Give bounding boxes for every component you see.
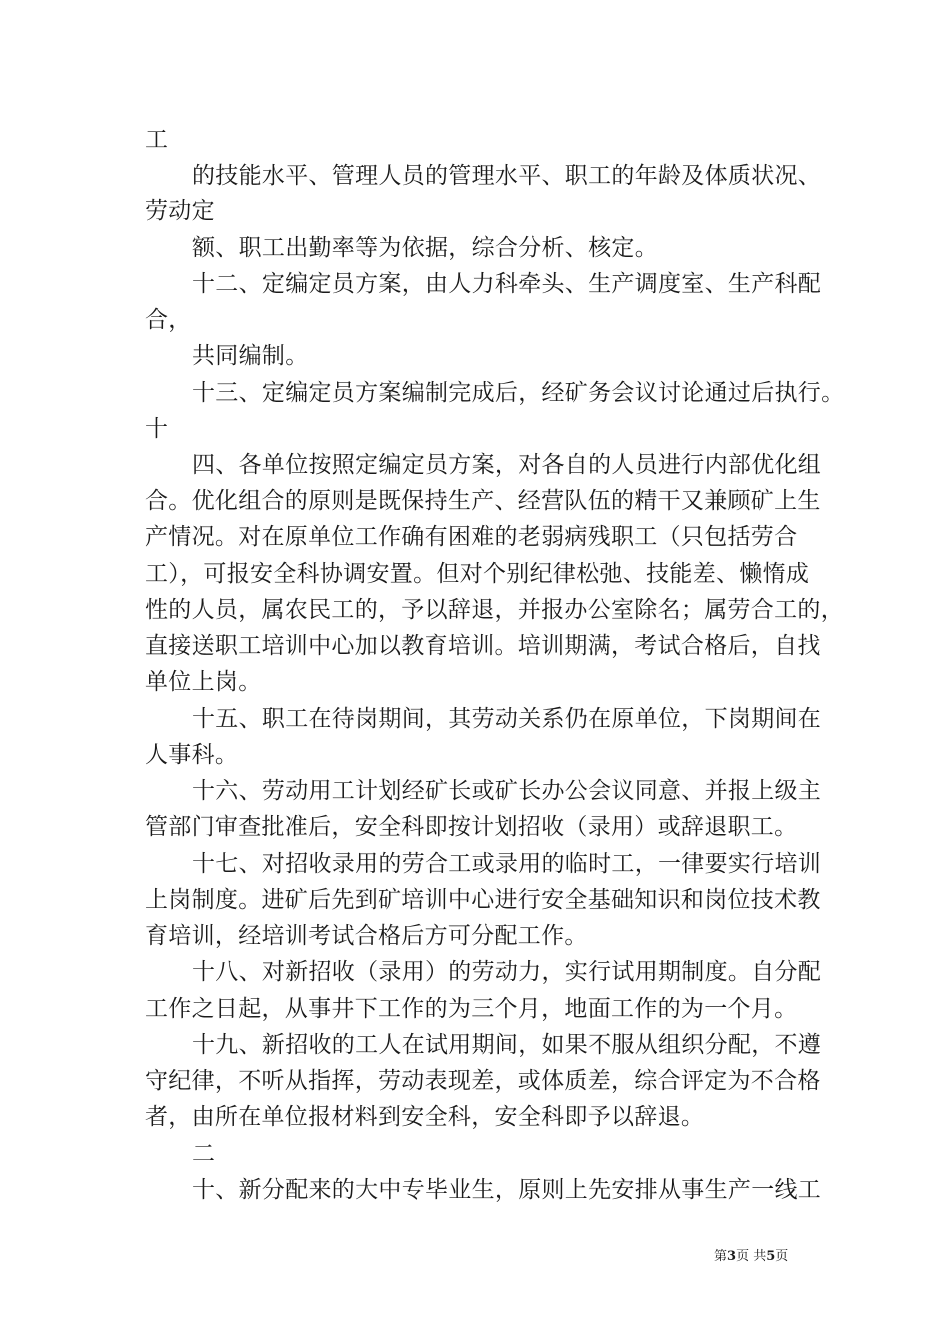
text-line: 四、各单位按照定编定员方案，对各自的人员进行内部优化组 <box>192 452 822 478</box>
text-line: 管部门审查批准后，安全科即按计划招收（录用）或辞退职工。 <box>145 814 798 840</box>
text-line: 十三、定编定员方案编制完成后，经矿务会议讨论通过后执行。 <box>192 380 845 406</box>
text-line: 人事科。 <box>145 742 239 768</box>
text-line: 十七、对招收录用的劳合工或录用的临时工，一律要实行培训 <box>192 851 822 877</box>
text-line: 十二、定编定员方案，由人力科牵头、生产调度室、生产科配 <box>192 271 822 297</box>
text-line: 十 <box>145 416 169 442</box>
text-line: 十五、职工在待岗期间，其劳动关系仍在原单位，下岗期间在 <box>192 706 822 732</box>
text-line: 二 <box>192 1141 216 1167</box>
text-line: 工 <box>145 127 169 153</box>
text-line: 产情况。对在原单位工作确有困难的老弱病残职工（只包括劳合 <box>145 524 798 550</box>
text-line: 上岗制度。进矿后先到矿培训中心进行安全基础知识和岗位技术教 <box>145 887 821 913</box>
text-line: 劳动定 <box>145 198 215 224</box>
text-line: 工），可报安全科协调安置。但对个别纪律松弛、技能差、懒惰成 <box>145 561 810 587</box>
text-line: 额、职工出勤率等为依据，综合分析、核定。 <box>192 235 658 261</box>
footer-suffix: 页 <box>775 1249 789 1264</box>
text-line: 十、新分配来的大中专毕业生，原则上先安排从事生产一线工 <box>192 1177 822 1203</box>
text-line: 的技能水平、管理人员的管理水平、职工的年龄及体质状况、 <box>192 163 822 189</box>
current-page-number: 3 <box>727 1249 737 1264</box>
text-line: 共同编制。 <box>192 343 309 369</box>
text-line: 工作之日起，从事井下工作的为三个月，地面工作的为一个月。 <box>145 996 798 1022</box>
text-line: 性的人员，属农民工的，予以辞退，并报办公室除名；属劳合工的， <box>145 597 844 623</box>
footer-middle: 页 共 <box>736 1249 767 1264</box>
page-number-footer <box>714 1249 788 1265</box>
text-line: 合。优化组合的原则是既保持生产、经营队伍的精干又兼顾矿上生 <box>145 488 821 514</box>
text-line: 十八、对新招收（录用）的劳动力，实行试用期制度。自分配 <box>192 959 822 985</box>
text-line: 合， <box>145 307 192 333</box>
text-line: 育培训，经培训考试合格后方可分配工作。 <box>145 923 588 949</box>
text-line: 十九、新招收的工人在试用期间，如果不服从组织分配，不遵 <box>192 1032 822 1058</box>
text-line: 守纪律，不听从指挥，劳动表现差，或体质差，综合评定为不合格 <box>145 1068 821 1094</box>
text-line: 十六、劳动用工计划经矿长或矿长办公会议同意、并报上级主 <box>192 778 822 804</box>
text-line: 直接送职工培训中心加以教育培训。培训期满，考试合格后，自找 <box>145 633 821 659</box>
text-line: 单位上岗。 <box>145 669 262 695</box>
footer-prefix: 第 <box>714 1249 728 1264</box>
total-pages-number: 5 <box>766 1249 776 1264</box>
text-line: 者，由所在单位报材料到安全科，安全科即予以辞退。 <box>145 1104 705 1130</box>
